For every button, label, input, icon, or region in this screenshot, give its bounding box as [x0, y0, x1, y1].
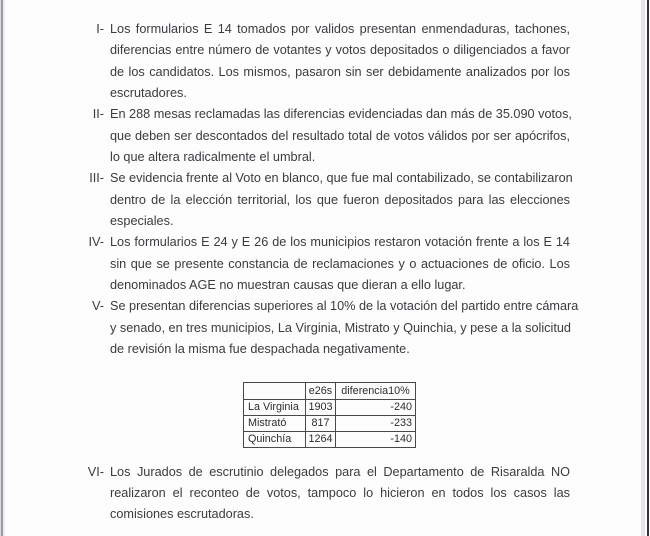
list-item-text	[110, 232, 570, 296]
table-cell: 817	[306, 415, 336, 431]
text-line: Se evidencia frente al Voto en blanco, que fue mal contabilizado, se contabilizaron	[110, 171, 573, 186]
text-line: realizaron el reconteo de votos, tampoco lo hicieron en todos los casos las	[110, 485, 570, 500]
table-cell: -240	[336, 399, 416, 415]
list-item-numeral: IV-	[88, 235, 104, 250]
text-line: y senado, en tres municipios, La Virginia, Mistrato y Quinchia, y pese a la solicitud	[110, 320, 571, 335]
numbered-list	[0, 19, 650, 526]
data-table-block	[243, 382, 650, 448]
table-row	[244, 431, 416, 447]
table-row	[244, 415, 416, 431]
list-item	[0, 232, 650, 296]
list-item	[0, 104, 650, 168]
table-cell: 1264	[306, 431, 336, 447]
table-header-row	[244, 382, 416, 399]
text-line: que deben ser descontados del resultado total de votos válidos por ser apócrifos,	[110, 128, 570, 143]
table-cell: Quinchía	[244, 431, 306, 447]
table-header-cell: diferencia10%	[336, 382, 416, 399]
list-item-text	[110, 296, 579, 360]
list-item-numeral: VI-	[87, 464, 104, 479]
text-line: lo que altera radicalmente el umbral.	[110, 150, 316, 165]
text-line: de los candidatos. Los mismos, pasaron sin ser debidamente analizados por los	[110, 64, 570, 79]
text-line: especiales.	[110, 214, 174, 229]
text-line: dentro de la elección territorial, los que fueron depositados para las elecciones	[110, 192, 570, 207]
table-header-cell: e26s	[306, 382, 336, 399]
list-item-numeral: III-	[89, 171, 104, 186]
list-item-text	[110, 462, 570, 526]
text-line: comisiones escrutadoras.	[110, 507, 254, 522]
text-line: de revisión la misma fue despachada negativamente.	[110, 342, 410, 357]
text-line: En 288 mesas reclamadas las diferencias evidenciadas dan más de 35.090 votos,	[110, 107, 572, 122]
table-cell: 1903	[306, 399, 336, 415]
text-line: Los formularios E 14 tomados por validos presentan enmendaduras, tachones,	[110, 22, 570, 36]
table-cell: La Virginia	[244, 399, 306, 415]
list-item	[0, 19, 650, 104]
list-item-numeral: V-	[92, 299, 104, 314]
municipality-table	[243, 382, 416, 448]
list-item-numeral: II-	[92, 107, 104, 122]
list-item	[0, 462, 650, 526]
list-item	[0, 168, 650, 232]
text-line: diferencias entre número de votantes y votos depositados o diligenciados a favor	[110, 43, 570, 58]
table-cell: Mistrató	[244, 415, 306, 431]
table-header-cell	[244, 382, 306, 399]
text-line: denominados AGE no muestran causas que dieran a ello lugar.	[110, 278, 466, 293]
list-item-text	[110, 104, 570, 168]
text-line: Se presentan diferencias superiores al 10% de la votación del partido entre cámara	[110, 299, 579, 314]
list-item	[0, 296, 650, 360]
table-cell: -140	[336, 431, 416, 447]
text-line: Los Jurados de escrutinio delegados para el Departamento de Risaralda NO	[110, 464, 570, 479]
list-item-text	[110, 19, 570, 104]
list-item-text	[110, 168, 573, 232]
text-line: Los formularios E 24 y E 26 de los municipios restaron votación frente a los E 14	[110, 235, 570, 250]
table-row	[244, 399, 416, 415]
text-line: escrutadores.	[110, 86, 187, 101]
list-item-numeral: I-	[96, 22, 104, 36]
text-line: sin que se presente constancia de reclamaciones y o actuaciones de oficio. Los	[110, 256, 570, 271]
table-cell: -233	[336, 415, 416, 431]
